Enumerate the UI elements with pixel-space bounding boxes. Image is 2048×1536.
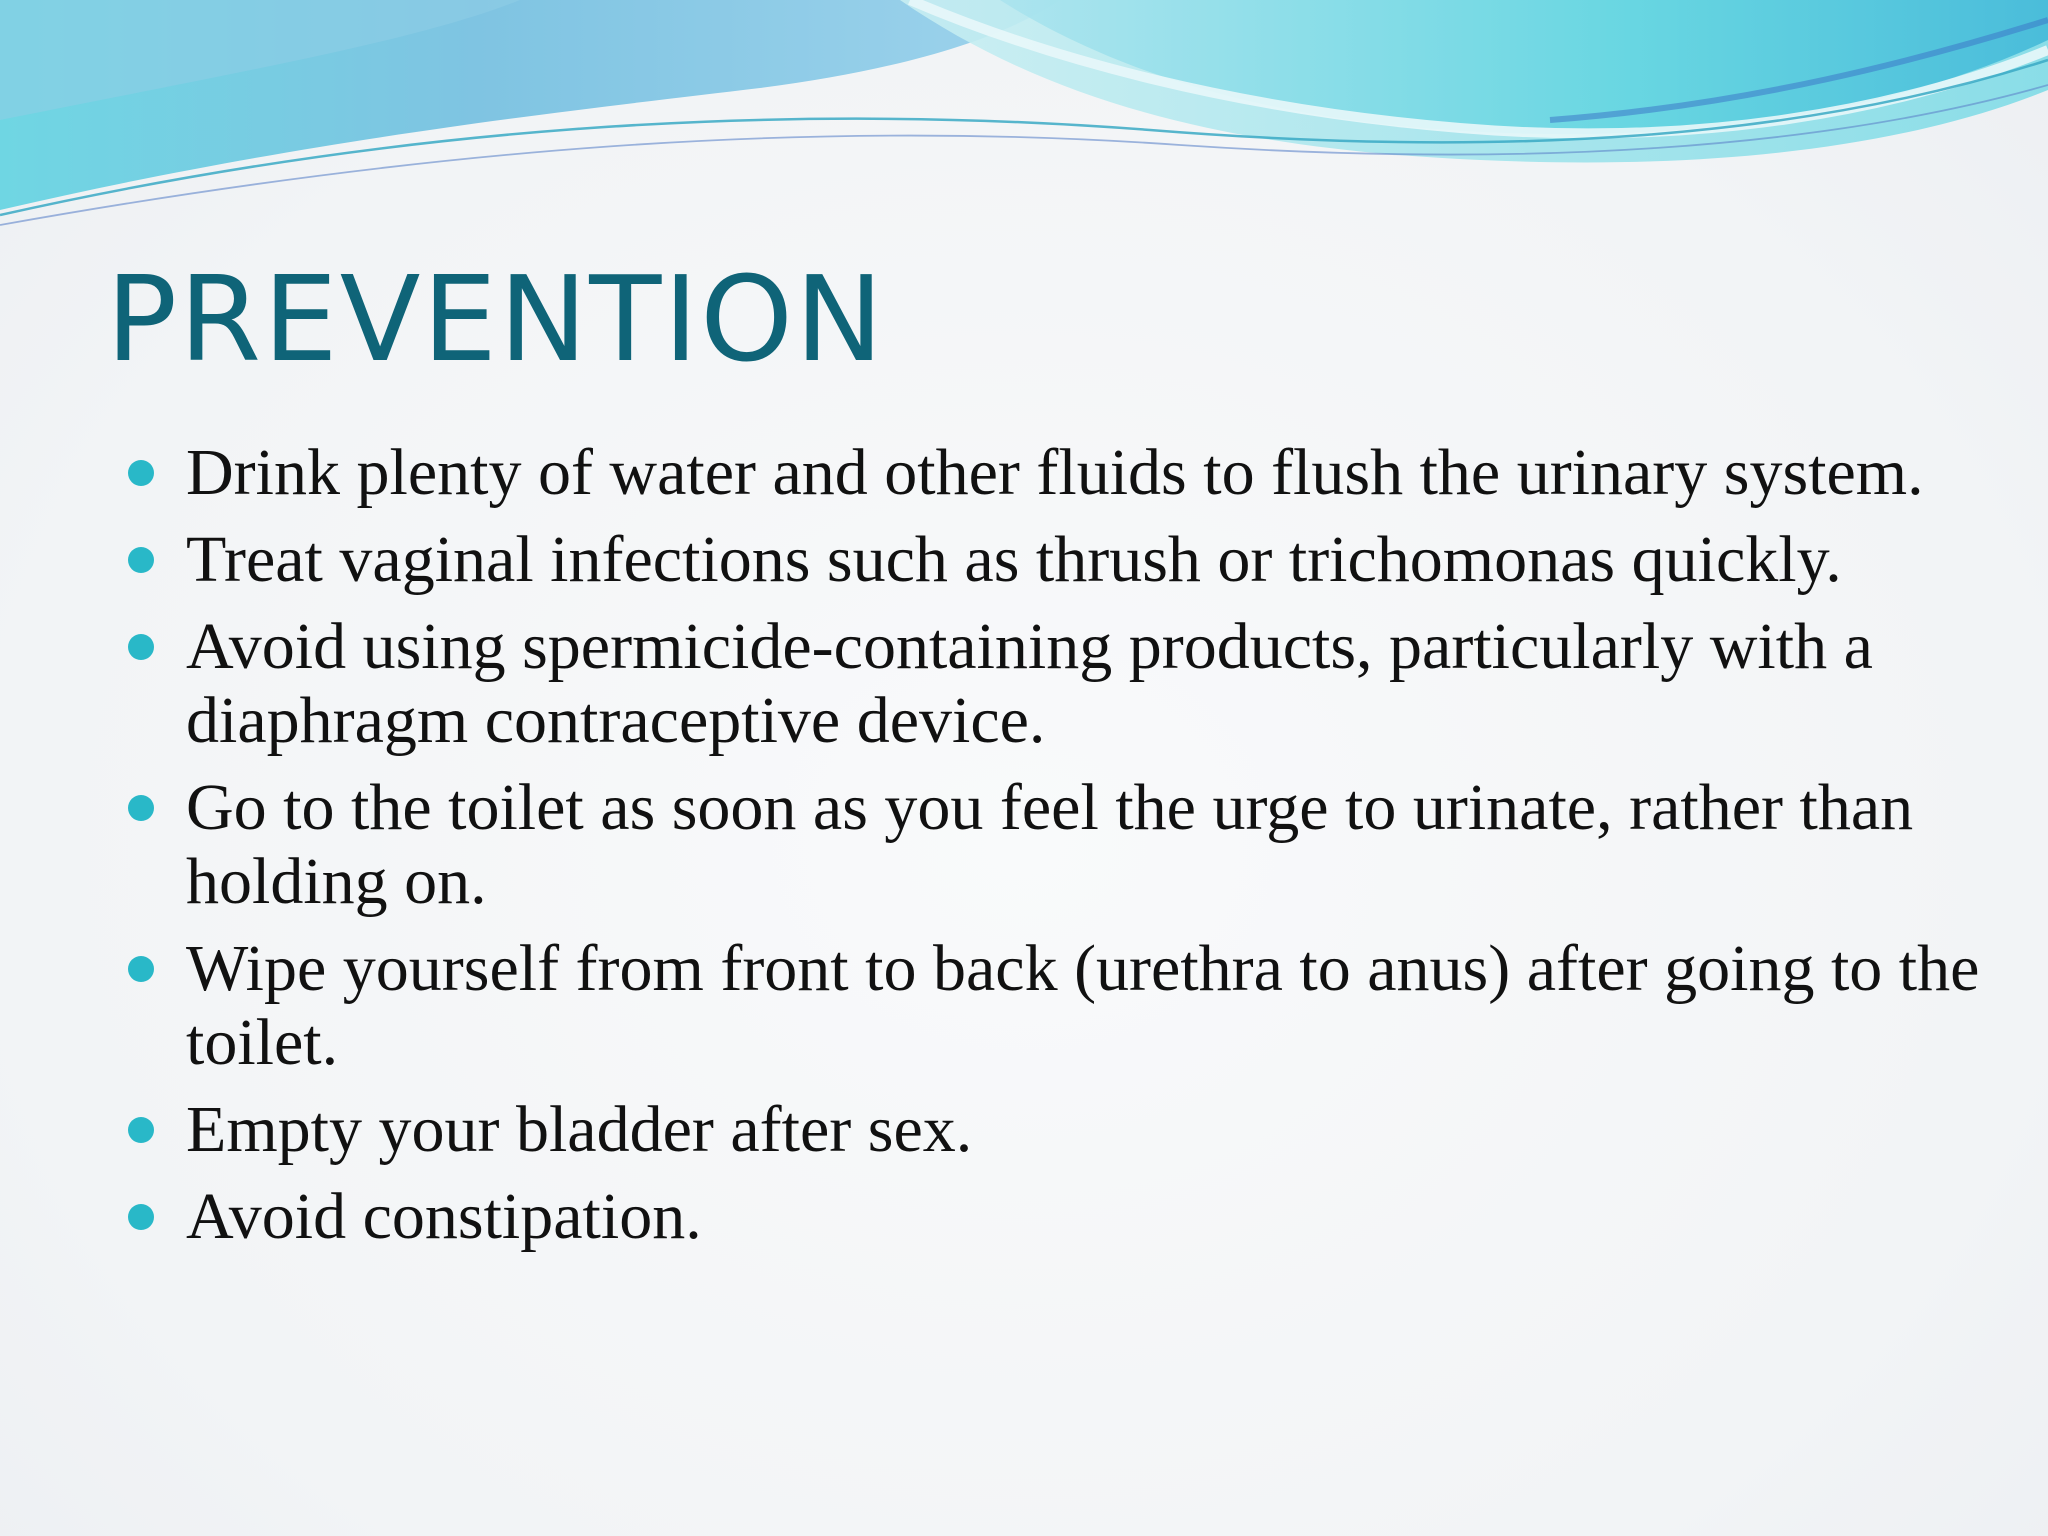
bullet-dot-icon xyxy=(128,1204,154,1230)
bullet-text: Go to the toilet as soon as you feel the urge to urinate, rather than holding on. xyxy=(186,771,1914,918)
bullet-dot-icon xyxy=(128,634,154,660)
bullet-item xyxy=(128,932,1988,1080)
slide-title: PREVENTION xyxy=(106,250,886,388)
bullet-item xyxy=(128,1093,1988,1167)
bullet-dot-icon xyxy=(128,1117,154,1143)
bullet-item xyxy=(128,436,1988,510)
bullet-dot-icon xyxy=(128,956,154,982)
bullet-item xyxy=(128,523,1988,597)
bullet-dot-icon xyxy=(128,547,154,573)
bullet-list xyxy=(128,436,1988,1267)
bullet-text: Treat vaginal infections such as thrush or trichomonas quickly. xyxy=(186,523,1842,596)
bullet-item xyxy=(128,1180,1988,1254)
bullet-item xyxy=(128,771,1988,919)
bullet-text: Empty your bladder after sex. xyxy=(186,1093,973,1166)
bullet-text: Wipe yourself from front to back (urethra to anus) after going to the toilet. xyxy=(186,932,1980,1079)
bullet-text: Avoid using spermicide-containing products, particularly with a diaphragm contraceptive device. xyxy=(186,610,1873,757)
bullet-text: Drink plenty of water and other fluids to flush the urinary system. xyxy=(186,436,1924,509)
decorative-wave-header xyxy=(0,0,2048,240)
bullet-item xyxy=(128,610,1988,758)
bullet-dot-icon xyxy=(128,795,154,821)
bullet-text: Avoid constipation. xyxy=(186,1180,702,1253)
bullet-dot-icon xyxy=(128,460,154,486)
